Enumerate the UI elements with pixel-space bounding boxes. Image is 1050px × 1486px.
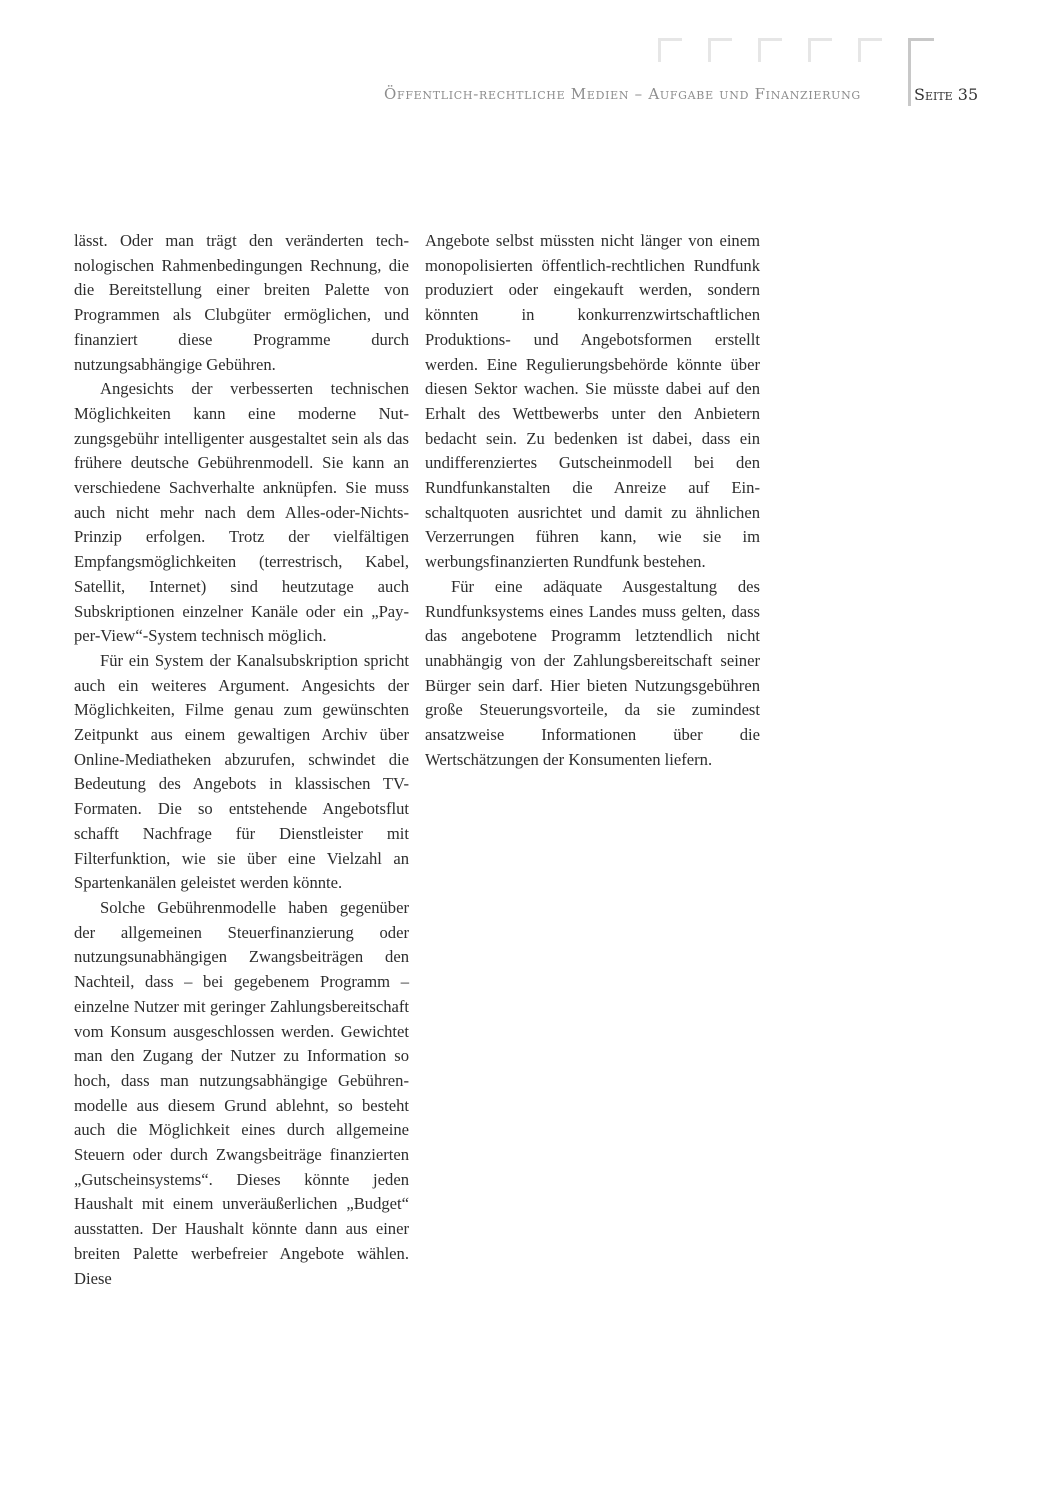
paragraph: Für ein System der Kanalsubskription spricht auch ein weiteres Argument. Angesichts der Möglichkeiten, Filme genau zum gewünschten Zeitpunkt aus einem gewaltigen Archiv über Online-Mediatheken abzurufen, schwindet die Bedeutung des Angebots in klassischen TV-Formaten. Die so entstehende Angebotsflut schafft Nachfrage für Dienstleister mit Filterfunktion, wie sie über eine Vielzahl an Spartenkanälen geleistet werden könnte. [74, 650, 409, 893]
paragraph: Für eine adäquate Ausgestaltung des Rundfunksystems eines Landes muss gelten, dass das angebotene Programm letztendlich nicht unabhängig von der Zahlungsbereitschaft seiner Bürger sein darf. Hier bieten Nutzungsgebühren große Steuerungsvorteile, da sie zumindest ansatzweise Informationen über die Wertschätzungen der Konsumenten liefern. [425, 576, 760, 769]
text-column-left [74, 229, 409, 1291]
page-number: Seite 35 [914, 85, 979, 104]
text-column-right [425, 229, 760, 772]
corner-mark-icon [658, 38, 682, 62]
paragraph: Solche Gebührenmodelle haben gegenüber der allgemeinen Steuerfinanzierung oder nutzungsunabhängigen Zwangsbeiträgen den Nachteil, dass – bei gegebenem Programm – einzelne Nutzer mit geringer Zahlungsbereitschaft vom Konsum ausgeschlossen werden. Gewichtet man den Zugang der Nutzer zu Information so hoch, dass man nutzungsabhängige Gebührenmodelle aus diesem Grund ablehnt, so besteht auch die Möglichkeit eines durch allgemeine Steuern oder durch Zwangsbeiträge finanzierten „Gutscheinsystems“. Dieses könnte jeden Haushalt mit einem unveräußerlichen „Budget“ ausstatten. Der Haushalt könnte dann aus einer breiten Palette werbefreier Angebote wählen. Diese [74, 897, 409, 1288]
corner-mark-icon [758, 38, 782, 62]
paragraph: Angebote selbst müssten nicht länger von einem monopolisierten öffentlich-rechtlichen Rundfunk produziert oder eingekauft werden, sondern könnten in konkurrenzwirtschaftlichen Produktions- und Angebotsformen erstellt werden. Eine Regulierungsbehörde könnte über diesen Sektor wachen. Sie müsste dabei auf den Erhalt des Wettbewerbs unter den Anbietern bedacht sein. Zu bedenken ist dabei, dass ein undifferenziertes Gutscheinmodell bei den Rundfunkanstalten die Anreize auf Einschaltquoten ausrichtet und damit zu ähnlichen Verzerrungen führen kann, wie sie im werbungsfinanzierten Rundfunk bestehen. [425, 231, 760, 572]
running-head: Öffentlich-rechtliche Medien – Aufgabe und Finanzierung [384, 85, 861, 103]
corner-mark-icon [708, 38, 732, 62]
corner-mark-icon [808, 38, 832, 62]
paragraph: Angesichts der verbesserten technischen Möglichkeiten kann eine moderne Nutzungsgebühr intelligenter ausgestaltet sein als das frühere deutsche Gebührenmodell. Sie kann an verschiedene Sachverhalte anknüpfen. Sie muss auch nicht mehr nach dem Alles-oder-Nichts-Prinzip erfolgen. Trotz der vielfältigen Empfangsmöglichkeiten (terrestrisch, Kabel, Satellit, Internet) sind heutzutage auch Subskriptionen einzelner Kanäle oder ein „Pay-per-View“-System technisch möglich. [74, 379, 409, 646]
corner-mark-icon [858, 38, 882, 62]
paragraph: lässt. Oder man trägt den veränderten technologischen Rahmenbedingungen Rechnung, die die Bereitstellung einer breiten Palette von Programmen als Clubgüter ermöglichen, und finanziert diese Programme durch nutzungsabhängige Gebühren. [74, 231, 409, 374]
